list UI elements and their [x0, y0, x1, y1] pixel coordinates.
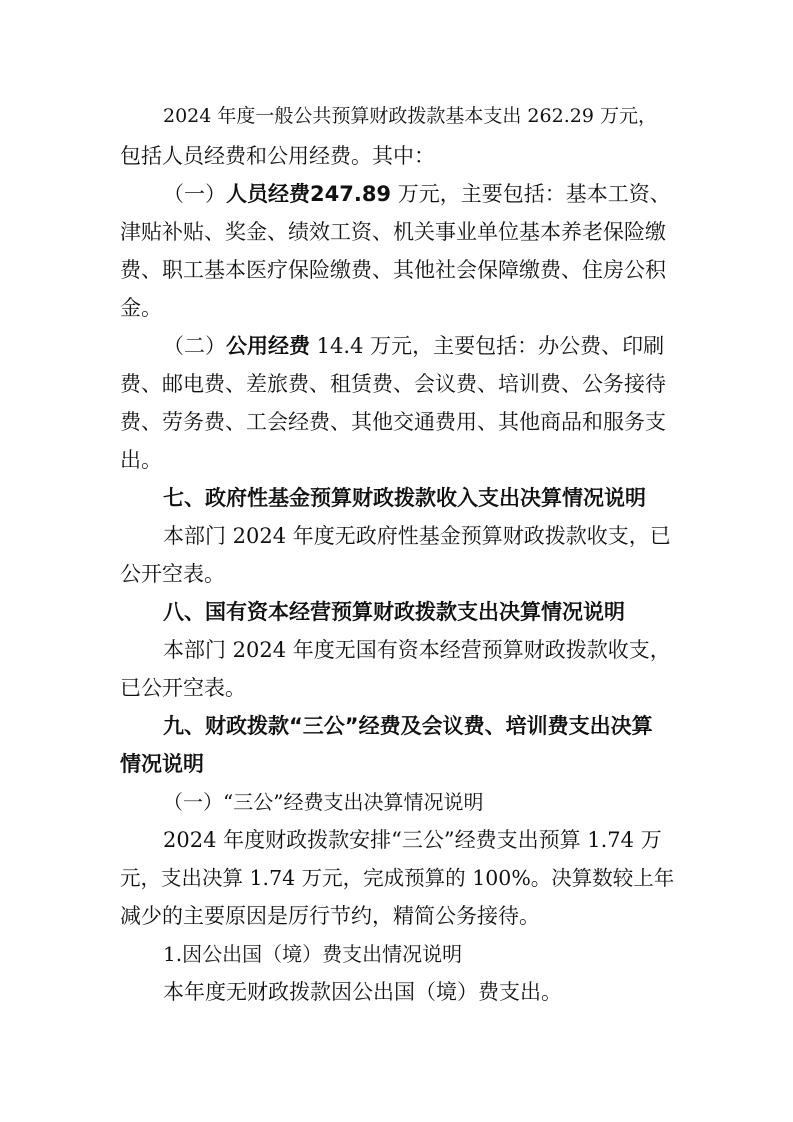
personnel-expense-label: 人员经费	[226, 182, 310, 206]
section-heading-9: 九、财政拨款“三公”经费及会议费、培训费支出决算	[163, 714, 653, 738]
paragraph-line: 费、劳务费、工会经费、其他交通费用、其他商品和服务支	[120, 410, 666, 434]
paragraph-line: 本部门 2024 年度无政府性基金预算财政拨款收支，已	[163, 524, 671, 548]
item-prefix: （二）	[163, 334, 226, 358]
section-heading-9-cont: 情况说明	[120, 752, 204, 776]
public-expense-line	[163, 331, 683, 361]
paragraph-line: 已公开空表。	[120, 676, 246, 700]
section-heading-8: 八、国有资本经营预算财政拨款支出决算情况说明	[163, 600, 625, 624]
personnel-expense-line	[163, 179, 683, 209]
paragraph-text: 万元，主要包括：基本工资、	[391, 182, 671, 206]
paragraph-line: 减少的主要原因是厉行节约，精简公务接待。	[120, 904, 540, 928]
paragraph-line: 本年度无财政拨款因公出国（境）费支出。	[163, 980, 562, 1004]
paragraph-text: 14.4 万元，主要包括：办公费、印刷	[310, 334, 665, 358]
paragraph-line: 费、邮电费、差旅费、租赁费、会议费、培训费、公务接待	[120, 372, 666, 396]
personnel-expense-amount: 247.89	[310, 182, 392, 206]
paragraph-line: 费、职工基本医疗保险缴费、其他社会保障缴费、住房公积	[120, 258, 666, 282]
paragraph-line: 2024 年度财政拨款安排“三公”经费支出预算 1.74 万	[163, 828, 662, 852]
paragraph-line: 出。	[120, 448, 162, 472]
item-prefix: （一）	[163, 182, 226, 206]
paragraph-line: 金。	[120, 296, 162, 320]
section-heading-7: 七、政府性基金预算财政拨款收入支出决算情况说明	[163, 486, 646, 510]
paragraph-line: 包括人员经费和公用经费。其中：	[120, 144, 435, 168]
paragraph-line: 本部门 2024 年度无国有资本经营预算财政拨款收支，	[163, 638, 671, 662]
paragraph-line: 公开空表。	[120, 562, 225, 586]
paragraph-line: 津贴补贴、奖金、绩效工资、机关事业单位基本养老保险缴	[120, 220, 666, 244]
paragraph-line: 元，支出决算 1.74 万元，完成预算的 100%。决算数较上年	[120, 866, 675, 890]
public-expense-label: 公用经费	[226, 334, 310, 358]
subsection-heading: （一）“三公”经费支出决算情况说明	[163, 790, 484, 814]
paragraph-line: 2024 年度一般公共预算财政拨款基本支出 262.29 万元，	[163, 105, 657, 127]
item-heading: 1.因公出国（境）费支出情况说明	[163, 942, 463, 966]
